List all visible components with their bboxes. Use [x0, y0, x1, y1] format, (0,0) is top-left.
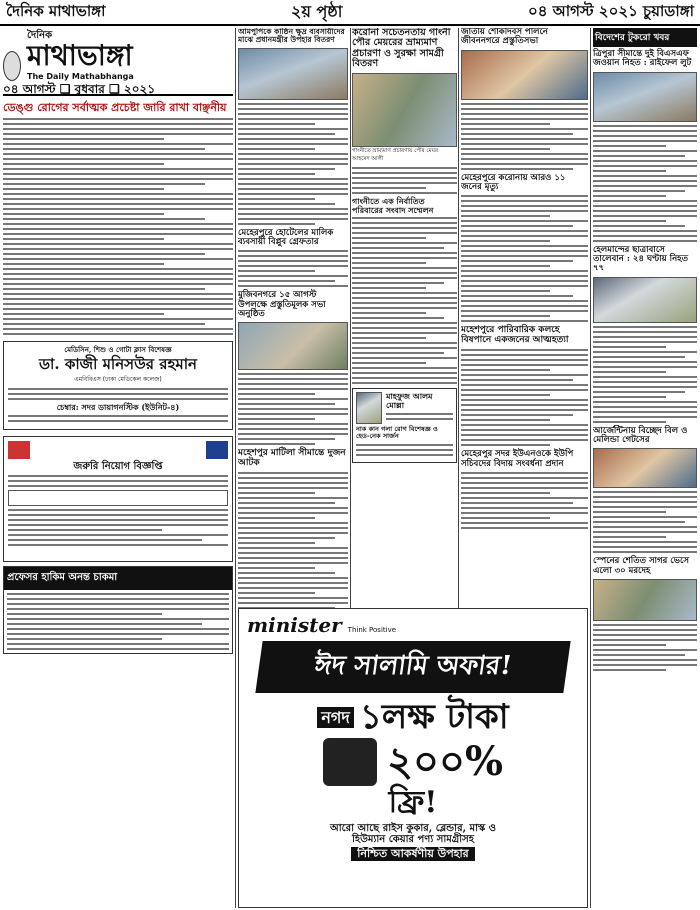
story-mujibnagar-photo	[238, 322, 348, 370]
lead-headline: ডেঙ্গু রোগের সর্বাত্মক প্রচেষ্টা জারি রাখা বাঞ্ছনীয়	[3, 101, 227, 114]
minister-line-1: আরো আছে রাইস কুকার, ব্লেন্ডার, মাস্ক ও	[329, 823, 497, 835]
minister-free: ফ্রি!	[388, 785, 438, 821]
ent-doctor-name: মাহফুজ আলম মোল্লা	[386, 391, 433, 411]
minister-cash-amount: ১লক্ষ টাকা	[359, 697, 509, 737]
banner-headline: করোনা সচেতনতায় গাংনী পৌর মেয়রের ভ্রাম্যমাণ প্রচারণা ও সুরক্ষা সামগ্রী বিতরণ	[352, 28, 451, 70]
story-spain-photo	[593, 579, 697, 621]
minister-line-2: হিউম্যান কেয়ার পণ্য সামগ্রীসহ	[351, 834, 475, 846]
doctor-ad	[3, 341, 233, 430]
story-spain-headline: স্পেনের শেতিত সাগর ভেসে এলো ৩০ মরদেহ	[593, 556, 690, 576]
doctor-ad-name: ডা. কাজী মনিসউর রহমান	[38, 354, 197, 373]
doctor-ad-top: মেডিসিন, শিশু ও গোটা ক্লাস বিশেষজ্ঞ	[64, 345, 172, 355]
job-notice-table	[8, 490, 228, 506]
left-column	[3, 28, 233, 908]
ent-doctor-ad	[352, 388, 457, 462]
ukaid-logo-icon	[206, 441, 228, 459]
minister-cash-label: নগদ	[317, 707, 353, 729]
doctor-ad-sub: এমবিবিএস (ঢাকা মেডিকেল কলেজ)	[74, 376, 162, 384]
story-maheshpur-suicide-headline: মহেশপুরে পারিবারিক কলহে বিষপানে একজনের আত্মহত্যা	[461, 325, 569, 346]
masthead-date-line: ০৪ আগস্ট ❑ বুধবার ❑ ২০২১	[3, 81, 156, 96]
story-uno-farewell-headline: মেহেরপুর সদর ইউএনওকে ইউপি সচিবদের বিদায় সংবর্ধনা প্রদান	[461, 449, 574, 469]
story-mourning-day-headline: জাতীয় শোকদিবস পালনে জীবননগরে প্রস্তুতিসভা	[461, 28, 548, 47]
page-header	[0, 0, 700, 26]
story-argentina-headline: আর্জেন্টিনায় বিচ্ছেদ বিল ও মেলিন্ডা গেটসের	[593, 425, 688, 446]
header-date: ০৪ আগস্ট ২০২১ চুয়াডাঙ্গা	[527, 1, 694, 20]
minister-line-3: নিশ্চিত আকর্ষণীয় উপহার	[351, 847, 474, 861]
lead-editorial	[3, 102, 233, 335]
story-helmand-photo	[593, 277, 697, 323]
masthead-english: The Daily Mathabhanga	[27, 71, 134, 81]
story-helmand-headline: হেলমান্দের ছাত্রাবাসে তালেবান : ২৪ ঘণ্টায় নিহত ৭৭	[593, 244, 689, 274]
doctor-portrait	[356, 392, 382, 424]
minister-ad	[238, 608, 588, 908]
story-maheshpur-headline: মহেশপুর মাটিলা সীমান্তে দুজন আটক	[238, 448, 346, 469]
ent-doctor-role: নাক কান গলা রোগ বিশেষজ্ঞ ও হেড-নেক সার্জন	[356, 425, 438, 441]
masthead-title: মাথাভাঙ্গা	[27, 39, 133, 72]
story-ampupi-photo	[238, 48, 348, 100]
story-argentina-photo	[593, 448, 697, 488]
banner-photo-caption: গাংনীতে ভ্রাম্যমাণ প্রচারণায় পৌর মেয়র আহমেদ আলী	[352, 147, 438, 162]
minister-percent: ২০০%	[386, 738, 504, 786]
minister-brand: minister	[247, 613, 342, 637]
minister-rice-cooker-icon	[323, 738, 377, 786]
job-notice	[3, 436, 233, 562]
right-column	[593, 28, 697, 908]
story-tripura-headline: ত্রিপুরা সীমান্তে দুই বিএসএফ জওয়ান নিহত : রাইফেল লুট	[593, 49, 692, 69]
pkss-logo-icon	[8, 441, 30, 459]
masthead-pre: দৈনিক	[27, 30, 53, 41]
header-page-number: ২য় পৃষ্ঠা	[291, 1, 343, 21]
story-covid-deaths-headline: মেহেরপুরে করোনায় আরও ১১ জনের মৃত্যু	[461, 172, 566, 193]
story-mourning-day-photo	[461, 50, 588, 100]
story-tripura-photo	[593, 72, 697, 122]
masthead	[3, 28, 233, 96]
minister-offer-title: ঈদ সালামি অফার!	[255, 641, 570, 693]
professor-ad-title: প্রফেসর হাকিম অনন্ত চাকমা	[4, 567, 232, 590]
job-notice-title: জরুরি নিয়োগ বিজ্ঞপ্তি	[73, 461, 163, 473]
doctor-ad-chamber: চেম্বার: সদর ডায়াগনস্টিক (ইউনিট-৪)	[56, 402, 180, 413]
foreign-news-band: বিদেশের টুকরো খবর	[593, 28, 697, 47]
minister-tagline: Think Positive	[347, 626, 397, 634]
header-paper-name: দৈনিক মাথাভাঙ্গা	[6, 1, 106, 20]
professor-ad	[3, 566, 233, 654]
banner-photo	[352, 73, 457, 147]
story-mujibnagar-headline: মুজিবনগরে ১৫ আগস্ট উপলক্ষে প্রস্তুতিমূলক সভা অনুষ্ঠিত	[238, 290, 326, 319]
logo-emblem-icon	[3, 51, 21, 81]
story-ampupi-headline: আমপুপিকে কাষ্ঠিন ক্ষুদ্র ব্যবসায়ীদের মাঝে প্রধানমন্ত্রীর উপহার বিতরণ	[238, 28, 345, 45]
story-gangni-family-headline: গাংনীতে এক নির্বাতিত পরিবারের সংবাদ সম্মেলন	[352, 195, 434, 215]
lead-body	[3, 118, 233, 335]
story-hotel-headline: মেহেরপুরে হোটেলের মালিক ব্যবসায়ী বিপ্লুব গ্রেফতার	[238, 227, 334, 247]
